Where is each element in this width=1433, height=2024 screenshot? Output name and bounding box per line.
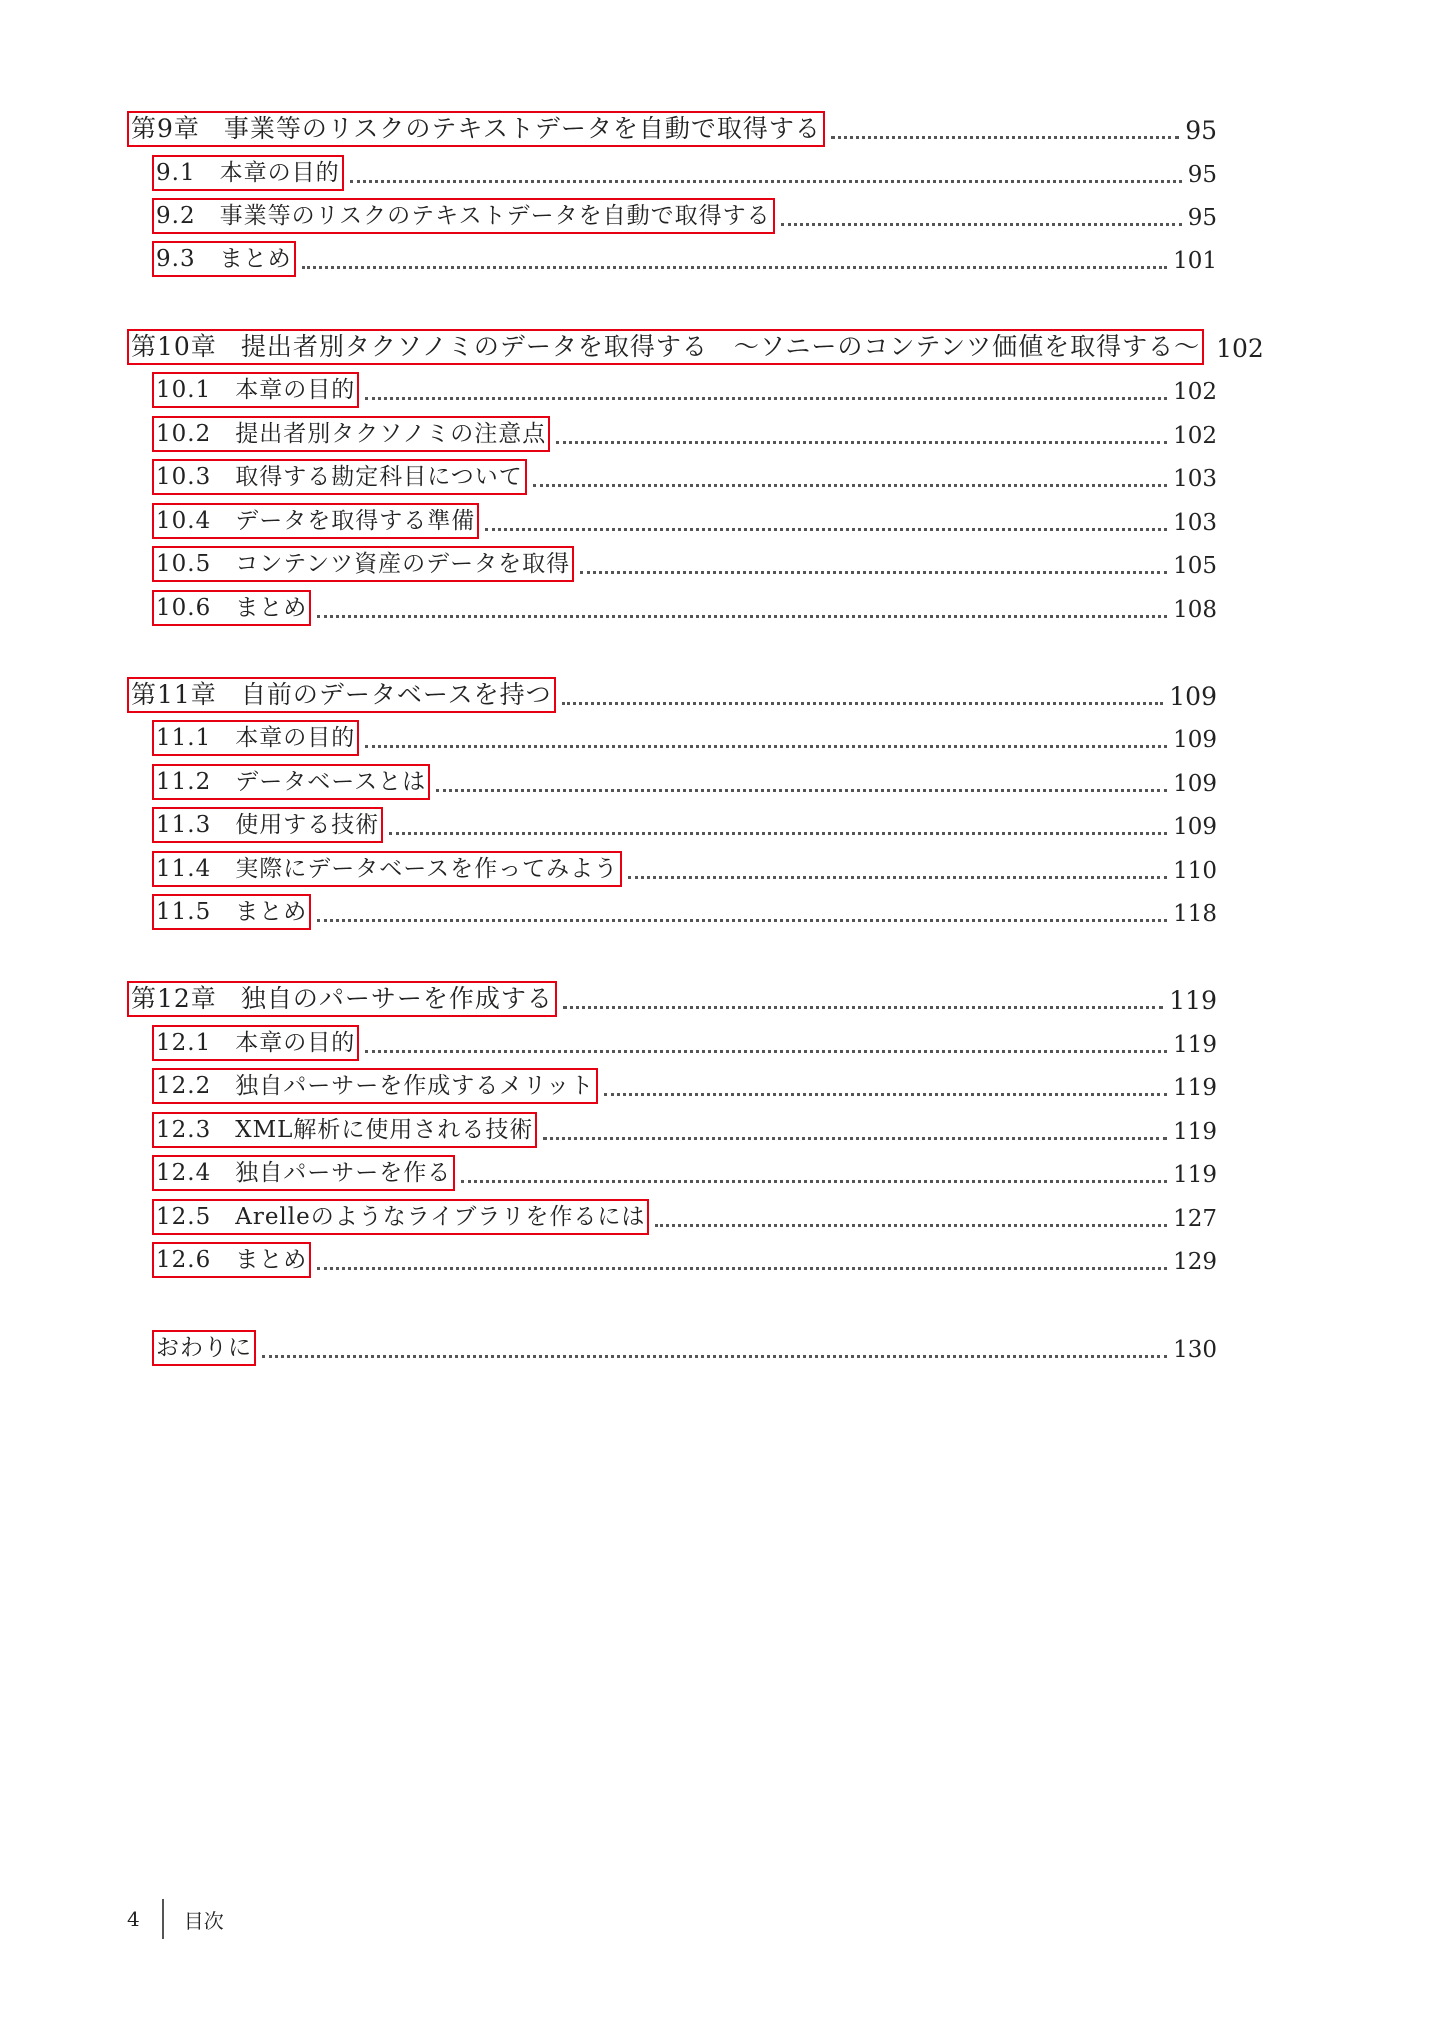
toc-link[interactable]: [152, 1242, 311, 1278]
toc-entry-section: [152, 1203, 1217, 1235]
entry-title: おわりに: [156, 1335, 252, 1361]
entry-title: 独自のパーサーを作成する: [240, 984, 553, 1013]
toc-entry-section: [152, 594, 1217, 626]
page-number: 109: [1173, 771, 1217, 797]
page-number: 119: [1173, 1075, 1217, 1101]
toc-entry-section: [152, 811, 1217, 843]
entry-title: Arelleのようなライブラリを作るには: [235, 1204, 646, 1230]
entry-title: 独自パーサーを作る: [235, 1160, 452, 1186]
toc-entry-section: [152, 1116, 1217, 1148]
dot-leader: [365, 397, 1167, 400]
page-number: 105: [1173, 553, 1217, 579]
entry-number: 12.2: [156, 1073, 212, 1099]
dot-leader: [563, 1006, 1163, 1009]
entry-title: データを取得する準備: [235, 508, 476, 534]
page-number: 129: [1173, 1249, 1217, 1275]
toc-link[interactable]: [152, 416, 550, 452]
footer-page-number: 4: [127, 1907, 140, 1931]
page-number: 101: [1173, 248, 1217, 274]
page-number: 103: [1173, 466, 1217, 492]
entry-number: 第9章: [131, 114, 200, 143]
footer-section-title: 目次: [183, 1908, 224, 1933]
entry-number: 9.3: [156, 246, 196, 272]
toc-entry-section: [152, 1246, 1217, 1278]
toc-link[interactable]: [127, 329, 1204, 365]
dot-leader: [317, 919, 1167, 922]
dot-leader: [556, 441, 1167, 444]
entry-number: 12.3: [156, 1117, 212, 1143]
dot-leader: [580, 571, 1167, 574]
entry-title: コンテンツ資産のデータを取得: [235, 551, 571, 577]
entry-number: 10.6: [156, 595, 212, 621]
dot-leader: [831, 136, 1179, 139]
entry-number: 12.1: [156, 1030, 212, 1056]
toc-link[interactable]: [152, 459, 527, 495]
entry-title: 取得する勘定科目について: [235, 464, 523, 490]
page-number: 108: [1173, 597, 1217, 623]
dot-leader: [533, 484, 1167, 487]
dot-leader: [350, 180, 1182, 183]
page-number: 119: [1173, 1119, 1217, 1145]
toc-link[interactable]: [152, 720, 359, 756]
dot-leader: [461, 1180, 1167, 1183]
entry-number: 11.5: [156, 899, 212, 925]
toc-link[interactable]: [152, 372, 359, 408]
entry-number: 12.4: [156, 1160, 212, 1186]
toc-link[interactable]: [152, 851, 622, 887]
toc-link[interactable]: [127, 981, 557, 1017]
toc-link[interactable]: [152, 1025, 359, 1061]
entry-number: 10.2: [156, 421, 212, 447]
page-number: 119: [1169, 986, 1217, 1015]
entry-title: まとめ: [235, 1247, 308, 1273]
toc-link[interactable]: [152, 764, 430, 800]
dot-leader: [781, 223, 1182, 226]
toc-entry-section: [152, 1029, 1217, 1061]
toc-entry-section: [152, 159, 1217, 191]
toc-entry-section: [152, 855, 1217, 887]
dot-leader: [317, 615, 1167, 618]
toc-link[interactable]: [127, 111, 825, 147]
toc-entry-section: [152, 1159, 1217, 1191]
entry-title: 本章の目的: [235, 377, 356, 403]
entry-title: 提出者別タクソノミのデータを取得する ～ソニーのコンテンツ価値を取得する～: [240, 332, 1201, 361]
toc-link[interactable]: [152, 503, 479, 539]
page-number: 102: [1173, 423, 1217, 449]
toc-link[interactable]: [152, 1112, 537, 1148]
toc-entry-section: [152, 507, 1217, 539]
toc-link[interactable]: [152, 1199, 649, 1235]
entry-number: 10.1: [156, 377, 212, 403]
toc-entry-section: [152, 463, 1217, 495]
toc-entry-section: [152, 202, 1217, 234]
entry-number: 第10章: [131, 332, 217, 361]
page-number: 103: [1173, 510, 1217, 536]
page-number: 95: [1185, 116, 1217, 145]
toc-link[interactable]: [127, 677, 556, 713]
entry-title: 本章の目的: [219, 160, 340, 186]
toc-entry-section: [152, 376, 1217, 408]
page-number: 110: [1173, 858, 1217, 884]
entry-number: 10.3: [156, 464, 212, 490]
entry-number: 11.3: [156, 812, 212, 838]
toc-entry-chapter-11: [127, 681, 1217, 713]
toc-entry-section: [152, 420, 1217, 452]
entry-number: 9.1: [156, 160, 196, 186]
entry-title: 事業等のリスクのテキストデータを自動で取得する: [219, 203, 771, 229]
toc-link[interactable]: [152, 1330, 256, 1366]
toc-entry-section: [152, 245, 1217, 277]
dot-leader: [389, 832, 1167, 835]
entry-title: まとめ: [219, 246, 292, 272]
dot-leader: [485, 528, 1167, 531]
entry-number: 12.5: [156, 1204, 212, 1230]
dot-leader: [262, 1355, 1167, 1358]
page-number: 109: [1173, 727, 1217, 753]
toc-entry-section: [152, 898, 1217, 930]
page-number: 109: [1169, 682, 1217, 711]
page-footer: [127, 1898, 224, 1940]
entry-number: 9.2: [156, 203, 196, 229]
entry-number: 第12章: [131, 984, 217, 1013]
page-number: 102: [1173, 379, 1217, 405]
page-number: 118: [1173, 901, 1217, 927]
entry-title: データベースとは: [235, 769, 427, 795]
toc-link[interactable]: [152, 546, 574, 582]
entry-number: 10.4: [156, 508, 212, 534]
footer-divider: [162, 1899, 164, 1939]
entry-title: 独自パーサーを作成するメリット: [235, 1073, 595, 1099]
toc-link[interactable]: [152, 1068, 598, 1104]
entry-title: まとめ: [235, 595, 308, 621]
entry-number: 11.4: [156, 856, 212, 882]
toc-link[interactable]: [152, 1155, 455, 1191]
toc-link[interactable]: [152, 894, 311, 930]
toc-entry-chapter-10: [127, 332, 1264, 365]
dot-leader: [302, 266, 1168, 269]
toc-entry-section: [152, 724, 1217, 756]
entry-number: 第11章: [131, 680, 217, 709]
page-number: 95: [1187, 162, 1217, 188]
toc-entry-section: [152, 1072, 1217, 1104]
entry-title: 本章の目的: [235, 1030, 356, 1056]
toc-link[interactable]: [152, 241, 296, 277]
dot-leader: [365, 1050, 1167, 1053]
entry-title: 使用する技術: [235, 812, 380, 838]
toc-link[interactable]: [152, 807, 383, 843]
toc-link[interactable]: [152, 155, 344, 191]
entry-title: 提出者別タクソノミの注意点: [235, 421, 547, 447]
entry-title: まとめ: [235, 899, 308, 925]
dot-leader: [436, 789, 1167, 792]
page-number: 109: [1173, 814, 1217, 840]
toc-link[interactable]: [152, 198, 775, 234]
dot-leader: [628, 876, 1167, 879]
toc-entry-afterword: [152, 1334, 1217, 1366]
page-number: 130: [1173, 1337, 1217, 1363]
entry-number: 11.2: [156, 769, 212, 795]
toc-entry-chapter-9: [127, 115, 1217, 147]
dot-leader: [317, 1267, 1167, 1270]
dot-leader: [562, 702, 1164, 705]
dot-leader: [604, 1093, 1167, 1096]
page-number: 95: [1187, 205, 1217, 231]
toc-entry-section: [152, 768, 1217, 800]
entry-title: 実際にデータベースを作ってみよう: [235, 856, 619, 882]
entry-title: 本章の目的: [235, 725, 356, 751]
entry-title: 事業等のリスクのテキストデータを自動で取得する: [223, 114, 821, 143]
toc-link[interactable]: [152, 590, 311, 626]
entry-number: 12.6: [156, 1247, 212, 1273]
dot-leader: [655, 1224, 1167, 1227]
entry-number: 11.1: [156, 725, 212, 751]
page-number: 102: [1216, 334, 1264, 363]
dot-leader: [365, 745, 1167, 748]
page-number: 119: [1173, 1032, 1217, 1058]
page-number: 127: [1173, 1206, 1217, 1232]
entry-title: 自前のデータベースを持つ: [240, 680, 552, 709]
page-number: 119: [1173, 1162, 1217, 1188]
entry-number: 10.5: [156, 551, 212, 577]
toc-entry-chapter-12: [127, 985, 1217, 1017]
dot-leader: [543, 1137, 1167, 1140]
entry-title: XML解析に使用される技術: [235, 1117, 534, 1143]
toc-entry-section: [152, 550, 1217, 582]
